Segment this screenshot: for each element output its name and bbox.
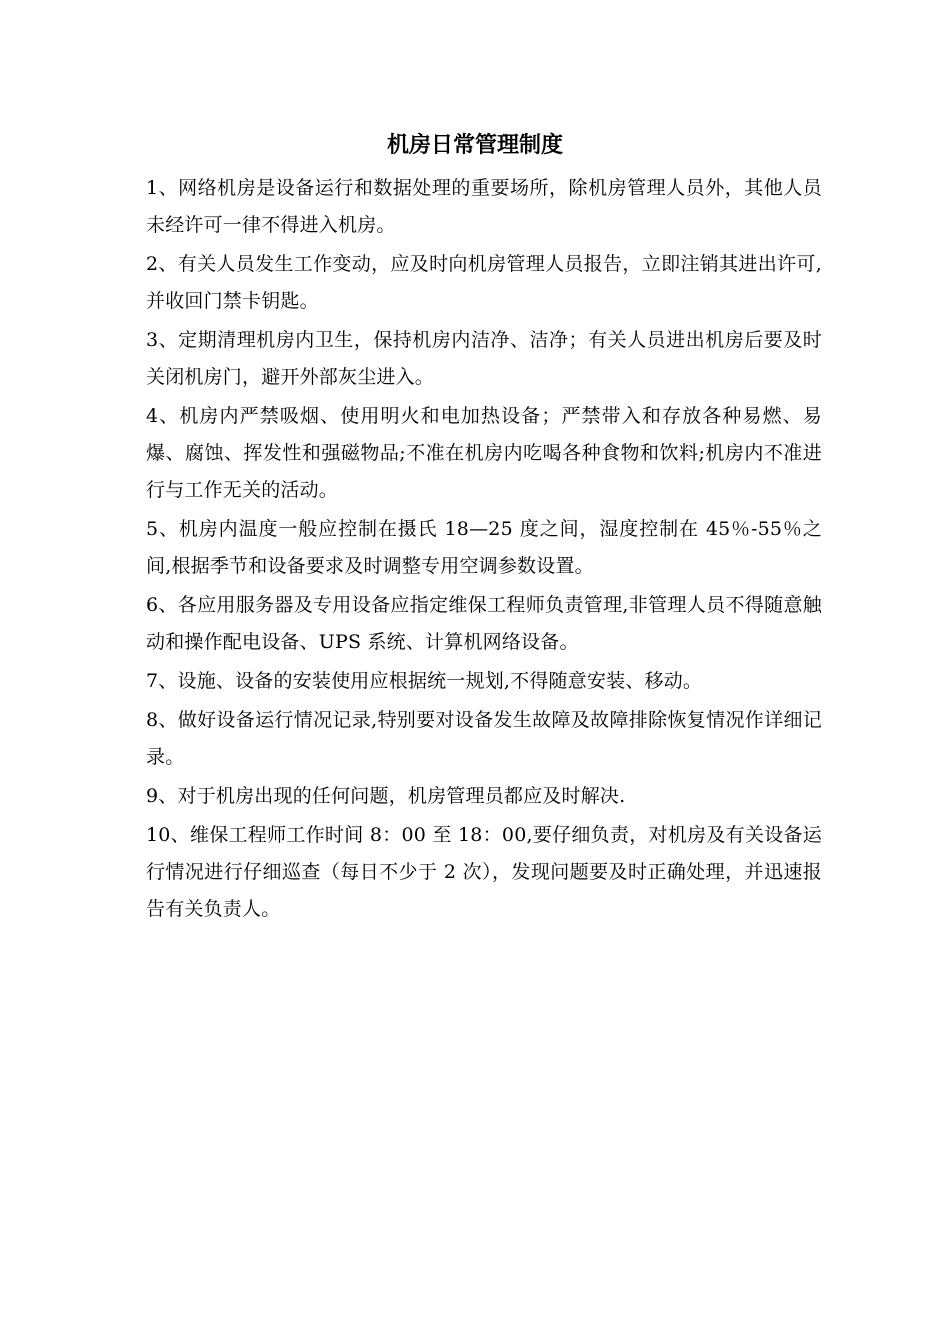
clause-2: 2、有关人员发生工作变动，应及时向机房管理人员报告，立即注销其进出许可,并收回门禁卡钥匙。	[146, 253, 822, 312]
clause-7: 7、设施、设备的安装使用应根据统一规划,不得随意安装、移动。	[146, 670, 703, 692]
clause-8: 8、做好设备运行情况记录,特别要对设备发生故障及故障排除恢复情况作详细记录。	[146, 709, 822, 768]
document-body	[146, 170, 822, 930]
clause-1: 1、网络机房是设备运行和数据处理的重要场所，除机房管理人员外，其他人员未经许可一律不得进入机房。	[146, 177, 822, 236]
clause-3: 3、定期清理机房内卫生，保持机房内洁净、洁净；有关人员进出机房后要及时关闭机房门，避开外部灰尘进入。	[146, 329, 822, 388]
clause-9: 9、对于机房出现的任何问题，机房管理员都应及时解决.	[146, 785, 626, 807]
clause-10: 10、维保工程师工作时间 8：00 至 18：00,要仔细负责，对机房及有关设备运行情况进行仔细巡查（每日不少于 2 次），发现问题要及时正确处理，并迅速报告有关负责人。	[146, 824, 822, 920]
document-title: 机房日常管理制度	[386, 133, 563, 158]
clause-5: 5、机房内温度一般应控制在摄氏 18—25 度之间，湿度控制在 45％-55％之间,根据季节和设备要求及时调整专用空调参数设置。	[146, 518, 822, 577]
clause-6: 6、各应用服务器及专用设备应指定维保工程师负责管理,非管理人员不得随意触动和操作配电设备、UPS 系统、计算机网络设备。	[146, 594, 822, 653]
clause-4: 4、机房内严禁吸烟、使用明火和电加热设备；严禁带入和存放各种易燃、易爆、腐蚀、挥发性和强磁物品;不准在机房内吃喝各种食物和饮料;机房内不准进行与工作无关的活动。	[146, 405, 822, 501]
